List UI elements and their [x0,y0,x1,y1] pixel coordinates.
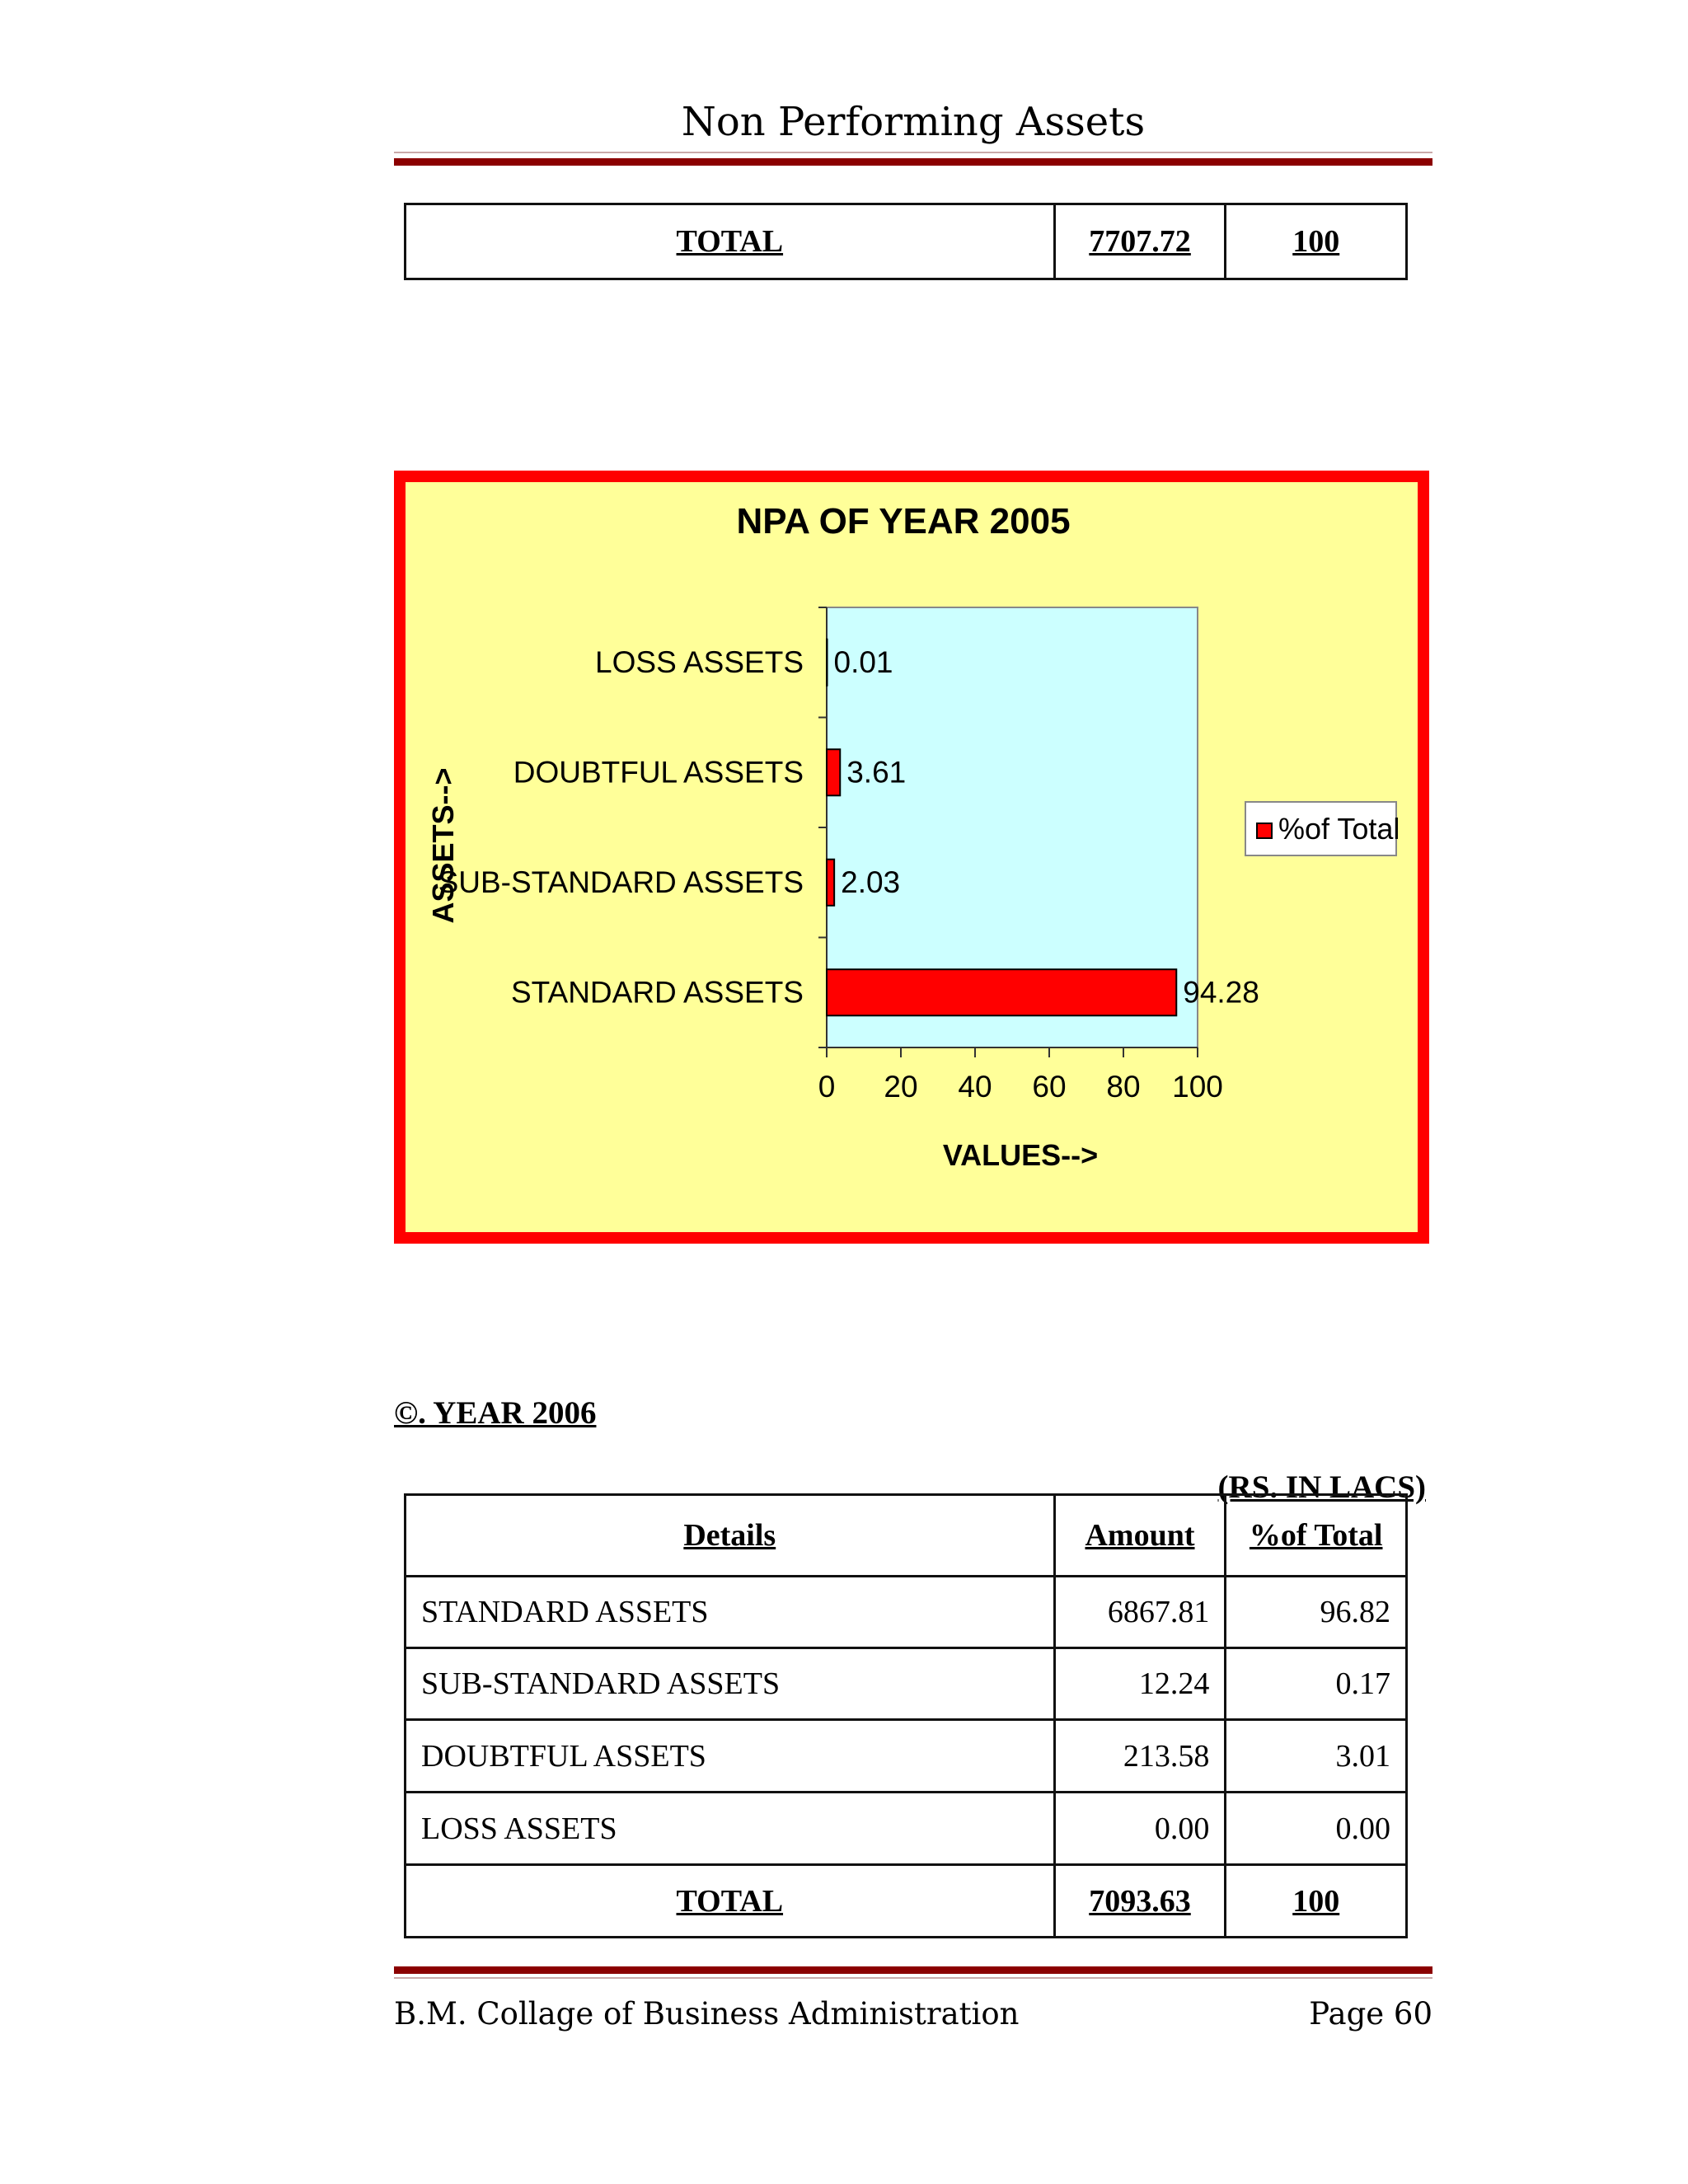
total-label: TOTAL [406,1865,1055,1938]
footer-rule-thick [394,1966,1432,1974]
page-header-title: Non Performing Assets [681,99,1146,145]
row-amount: 6867.81 [1054,1577,1226,1648]
footer-college-name: B.M. Collage of Business Administration [394,1996,1020,2032]
row-amount: 12.24 [1054,1648,1226,1720]
bar [827,749,840,795]
total-amount: 7707.72 [1054,204,1226,279]
unit-label: (RS. IN LACS) [1217,1469,1426,1505]
table-header-row [406,1495,1407,1577]
row-percent: 96.82 [1226,1577,1407,1648]
total-row [406,204,1407,279]
header-percent: %of Total [1226,1495,1407,1577]
x-tick-label: 60 [1032,1070,1067,1104]
footer-rule-thin [394,1977,1432,1979]
table-row [406,1577,1407,1648]
table-row [406,1720,1407,1793]
x-tick-label: 40 [958,1070,992,1104]
footer-page-number: Page 60 [1309,1996,1432,2032]
data-label: 94.28 [1183,975,1259,1010]
category-label: LOSS ASSETS [595,644,804,679]
header-rule-thin [394,152,1432,153]
npa-2006-table [404,1493,1408,1938]
npa-2005-chart [394,471,1429,1244]
data-label: 2.03 [841,865,901,899]
x-tick-label: 0 [818,1070,836,1104]
row-details: STANDARD ASSETS [406,1577,1055,1648]
row-details: LOSS ASSETS [406,1793,1055,1865]
total-percent: 100 [1226,1865,1407,1938]
category-label: STANDARD ASSETS [510,975,804,1010]
prev-total-table [404,203,1408,280]
x-axis-title: VALUES--> [942,1138,1099,1172]
x-tick-label: 80 [1106,1070,1141,1104]
legend-label: %of Total [1278,812,1400,846]
legend [1245,802,1400,855]
header-amount: Amount [1054,1495,1226,1577]
category-label: DOUBTFUL ASSETS [513,755,804,790]
total-amount: 7093.63 [1054,1865,1226,1938]
chart-title: NPA OF YEAR 2005 [736,501,1071,541]
data-label: 0.01 [833,644,893,679]
section-label-year-2006: ©. YEAR 2006 [394,1395,597,1431]
table-row [406,1793,1407,1865]
row-percent: 0.00 [1226,1793,1407,1865]
y-axis-title: ASSETS--> [426,767,460,924]
category-label: SUB-STANDARD ASSETS [438,865,804,899]
table-row [406,1648,1407,1720]
row-percent: 3.01 [1226,1720,1407,1793]
row-amount: 213.58 [1054,1720,1226,1793]
y-axis [818,607,827,1056]
x-tick-label: 20 [884,1070,918,1104]
total-label: TOTAL [406,204,1055,279]
data-label: 3.61 [846,755,907,790]
row-details: SUB-STANDARD ASSETS [406,1648,1055,1720]
row-amount: 0.00 [1054,1793,1226,1865]
x-tick-label: 100 [1172,1070,1223,1104]
header-details: Details [406,1495,1055,1577]
bar [827,640,828,686]
bar [827,860,834,906]
legend-swatch [1257,823,1272,838]
total-percent: 100 [1226,204,1407,279]
bar [827,969,1176,1015]
header-rule-thick [394,158,1432,166]
row-details: DOUBTFUL ASSETS [406,1720,1055,1793]
row-percent: 0.17 [1226,1648,1407,1720]
table-total-row [406,1865,1407,1938]
